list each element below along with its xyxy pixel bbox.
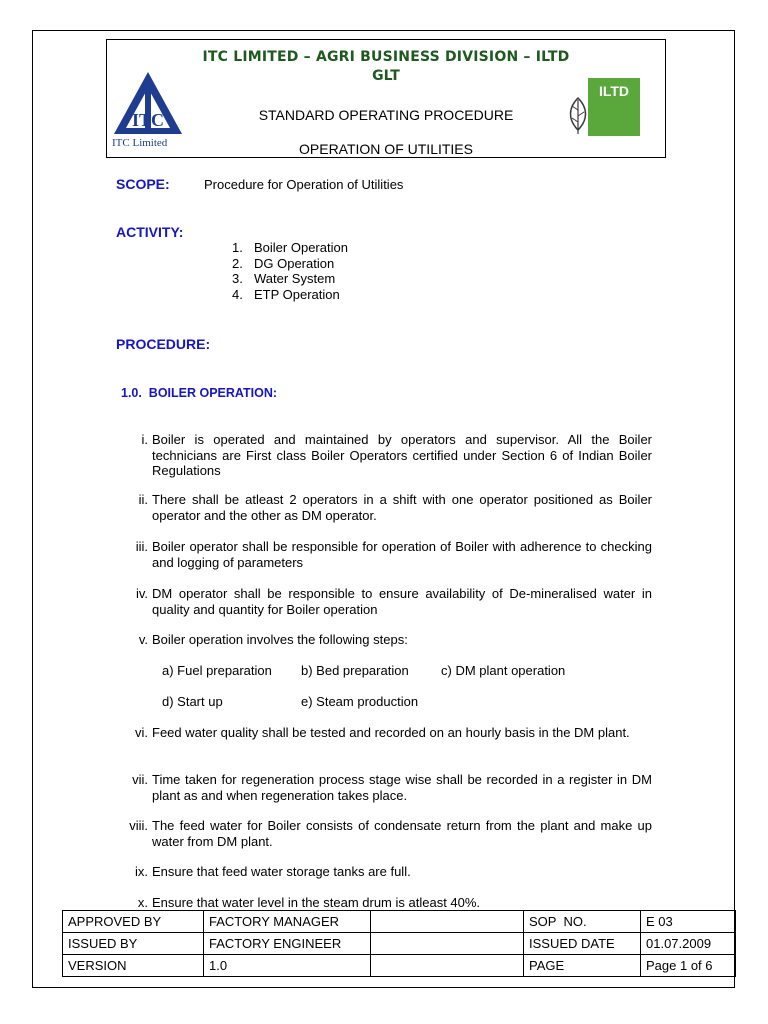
- step-fuel-preparation: a) Fuel preparation: [162, 663, 272, 678]
- table-row: [63, 911, 736, 933]
- scope-text: Procedure for Operation of Utilities: [204, 177, 404, 192]
- issued-date-label: ISSUED DATE: [524, 933, 641, 955]
- company-subtitle: GLT: [372, 68, 400, 84]
- activity-item: 2. DG Operation: [232, 255, 335, 271]
- step-start-up: d) Start up: [162, 694, 223, 709]
- activity-item: 1. Boiler Operation: [232, 240, 348, 255]
- table-row: [63, 955, 736, 977]
- company-title: ITC LIMITED – AGRI BUSINESS DIVISION – ILTD: [202, 49, 570, 65]
- issued-date-value: 01.07.2009: [641, 933, 736, 955]
- ilto-logo-icon: [566, 78, 640, 136]
- issued-by-label: ISSUED BY: [63, 933, 204, 955]
- activity-list: [232, 240, 348, 302]
- issued-by-value: FACTORY ENGINEER: [204, 933, 371, 955]
- sop-type: STANDARD OPERATING PROCEDURE: [258, 107, 514, 123]
- table-row: [63, 933, 736, 955]
- scope-label: SCOPE:: [116, 176, 170, 192]
- empty-cell: [371, 933, 524, 955]
- activity-item: 3. Water System: [232, 271, 336, 286]
- itc-logo-text: ITC: [131, 110, 165, 130]
- version-label: VERSION: [63, 955, 204, 977]
- approved-by-value: FACTORY MANAGER: [204, 911, 371, 933]
- section-title: 1.0. BOILER OPERATION:: [121, 386, 278, 400]
- step-bed-preparation: b) Bed preparation: [301, 663, 409, 678]
- approval-table: [62, 910, 736, 977]
- version-value: 1.0: [204, 955, 371, 977]
- ilto-logo-text: ILTD: [598, 83, 630, 99]
- itc-logo-icon: [112, 70, 184, 138]
- page-value: Page 1 of 6: [641, 955, 736, 977]
- empty-cell: [371, 955, 524, 977]
- approved-by-label: APPROVED BY: [63, 911, 204, 933]
- page-label: PAGE: [524, 955, 641, 977]
- activity-item: 4. ETP Operation: [232, 286, 340, 302]
- sop-title: OPERATION OF UTILITIES: [299, 141, 473, 157]
- step-steam-production: e) Steam production: [301, 694, 419, 709]
- activity-label: ACTIVITY:: [116, 224, 184, 240]
- sop-no-label: SOP NO.: [524, 911, 641, 933]
- empty-cell: [371, 911, 524, 933]
- itc-caption: ITC Limited: [112, 137, 168, 149]
- step-dm-plant-operation: c) DM plant operation: [441, 663, 566, 678]
- procedure-label: PROCEDURE:: [116, 336, 211, 352]
- sop-no-value: E 03: [641, 911, 736, 933]
